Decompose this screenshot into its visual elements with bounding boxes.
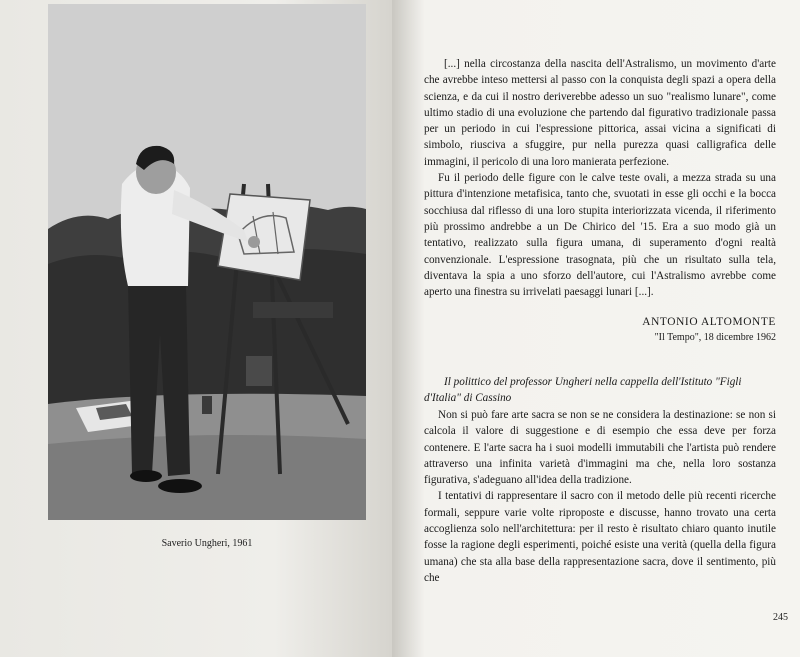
paragraph: [...] nella circostanza della nascita dell'Astralismo, un movimento d'arte che avrebbe inteso mettersi al passo con la conquista degli spazi a opera della scienza, e da cui il nostro deriverebbe adesso un suo "realismo lunare", come ultimo stadio di una evoluzione che partendo dal figurativo tradizionale passa per un periodo in cui l'espressione pittorica, assai vicina a significati di simbolo, riusciva a sfuggire, pur nella purezza quasi calligrafica delle immagini, il pericolo di una loro manierata perfezione. xyxy=(424,58,776,168)
source-citation: "Il Tempo", 18 dicembre 1962 xyxy=(654,332,776,343)
essay-text xyxy=(424,407,776,586)
section-title: Il polittico del professor Ungheri nella cappella dell'Istituto "Figli d'Italia" di Cassino xyxy=(424,376,742,405)
left-page xyxy=(0,0,392,657)
paragraph: I tentativi di rappresentare il sacro con il metodo delle più recenti ricerche formali, seppure varie volte riproposte e discusse, hanno trovato una certa accoglienza solo nell'architettura: per il resto è risultato chiaro quanto inutile fosse la ragione degli esperimenti, poiché esiste una verità (quella della figura umana) che sta alla base della rappresentazione sacra, dove il sentimento, più che xyxy=(424,490,776,584)
paragraph: Non si può fare arte sacra se non se ne considera la destinazione: se non si calcola il valore di suggestione e di esempio che essa deve per forza contenere. E l'arte sacra ha i suoi modelli immutabili che l'artista può rendere attraverso una infinita varietà d'immagini ma che, nella loro sostanza figurativa, s'adeguano all'idea della tradizione. xyxy=(424,409,776,487)
page-number: 245 xyxy=(773,612,788,623)
quote-text xyxy=(424,56,776,300)
painter-photo xyxy=(48,4,366,520)
author-name: ANTONIO ALTOMONTE xyxy=(642,316,776,328)
paragraph: Fu il periodo delle figure con le calve teste ovali, a mezza strada su una pittura d'intenzione metafisica, tanto che, svuotati in esse gli occhi e la bocca socchiusa dal riflesso di una loro stupita interiorizzata vicenda, il riferimento più prossimo andrebbe a un De Chirico del '15. Era a suo modo già un tentativo, realizzato sulla figura umana, di superamento d'ogni realtà convenzionale. L'espressione trasognata, più che un risultato sulla tela, diventava la spia a uno sforzo dell'autore, cui l'Astralismo avrebbe come aperto una finestra su irrivelati paesaggi lunari [...]. xyxy=(424,172,776,299)
photo-caption: Saverio Ungheri, 1961 xyxy=(161,538,253,549)
quote-signature xyxy=(424,316,776,343)
